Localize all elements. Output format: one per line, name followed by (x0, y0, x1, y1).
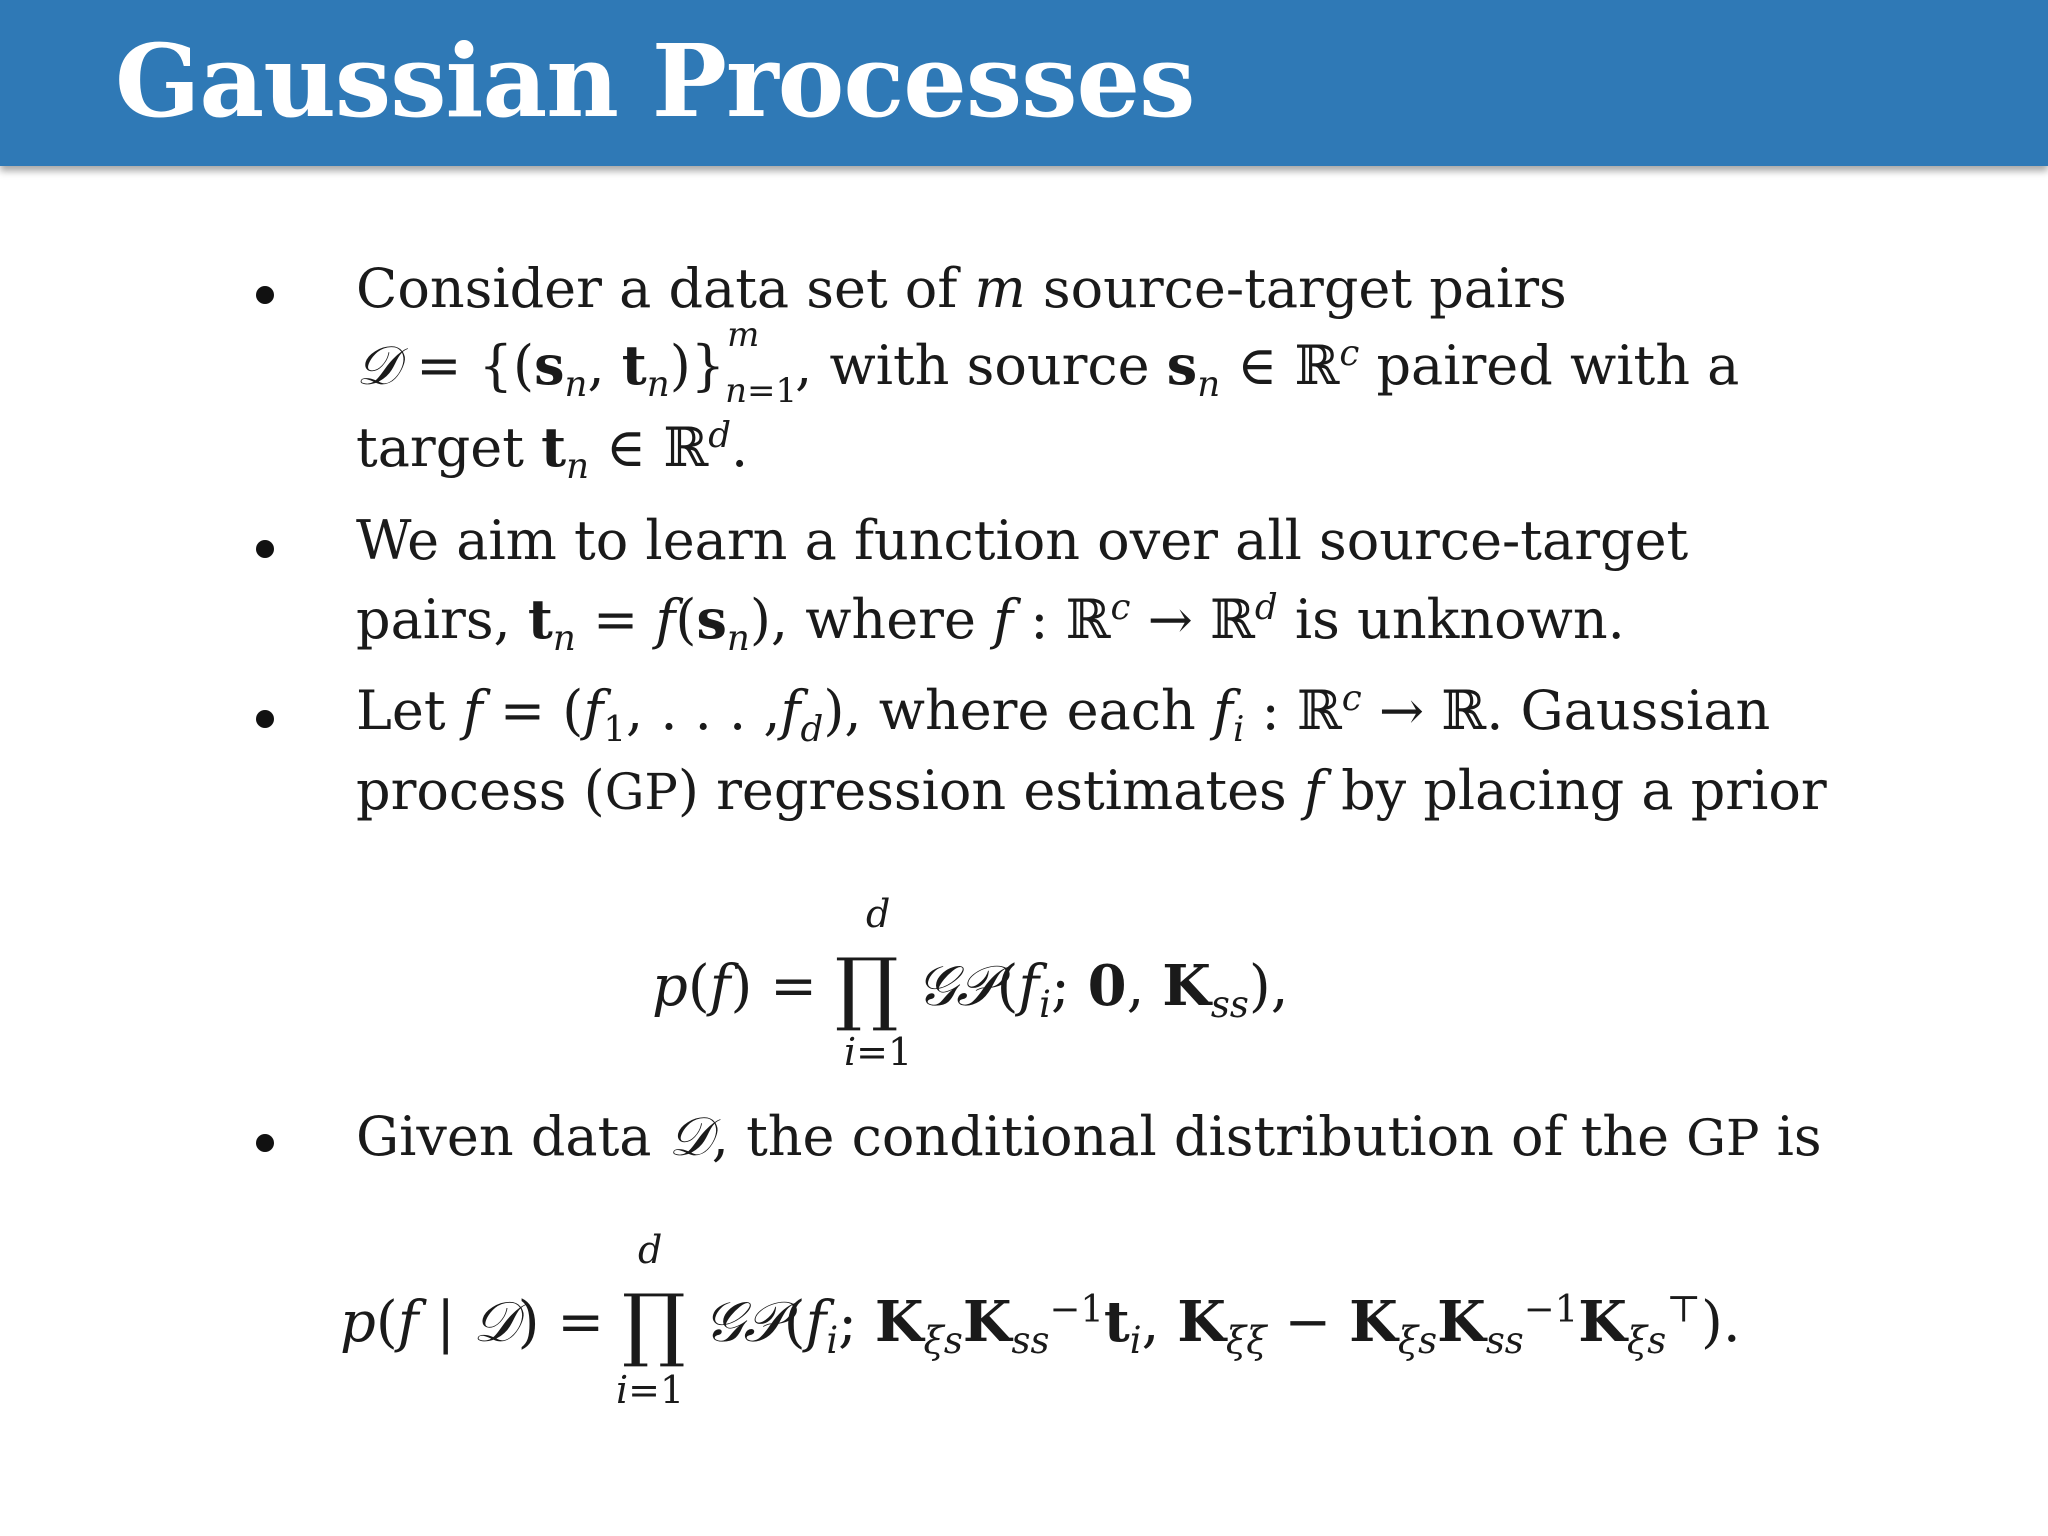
eq1-lower-limit: i=1 (844, 1030, 913, 1074)
eq1-upper-limit: d (866, 892, 891, 936)
bullet-3-line-2: process (GP) regression estimates f by placing a prior (356, 759, 1827, 822)
equation-2: p(f | 𝒟) = ∏ $𝒢𝒫(f_i$; $K_{\xi s}K_{ss}^{-1}t_i$, $K_{\xi\xi} - K_{\xi s}K_{ss}^{-1}K_{\xi s}^⊤$). (340, 1277, 1741, 1370)
eq2-lower-limit: i=1 (616, 1368, 685, 1412)
eq2-upper-limit: d (638, 1228, 663, 1272)
bullet-1-line-3: target $t_n$ ∈ ℝ$^d$. (356, 415, 749, 487)
bullet-1-line-2: 𝒟 = {($s_n$, $t_n$)} m n=1 , with source $s_n$ ∈ ℝ$^c$ paired with a (356, 315, 1740, 411)
bullet-1-dot (256, 286, 274, 304)
bullet-2-dot (256, 540, 274, 558)
equation-1: p(f) = ∏ $𝒢𝒫(f_i$; 0, $K_{ss}$), (652, 941, 1289, 1034)
bullet-1-line-1: Consider a data set of m source-target pairs (356, 257, 1567, 320)
bullet-2-line-1: We aim to learn a function over all source-target (356, 509, 1689, 572)
title-bar (0, 0, 2048, 166)
bullet-4-dot (256, 1134, 274, 1152)
slide-title: Gaussian Processes (115, 22, 1195, 140)
bullet-2-line-2: pairs, $t_n = f(s_n)$, where f : ℝ$^c$ → ℝ$^d$ is unknown. (356, 587, 1625, 659)
bullet-4-line-1: Given data 𝒟, the conditional distribution of the GP is (356, 1105, 1822, 1168)
bullet-3-dot (256, 710, 274, 728)
bullet-3-line-1: Let $f = (f_1$, . . . $,f_d$), where each $f_i$ : ℝ$^c$ → ℝ. Gaussian (356, 678, 1771, 750)
